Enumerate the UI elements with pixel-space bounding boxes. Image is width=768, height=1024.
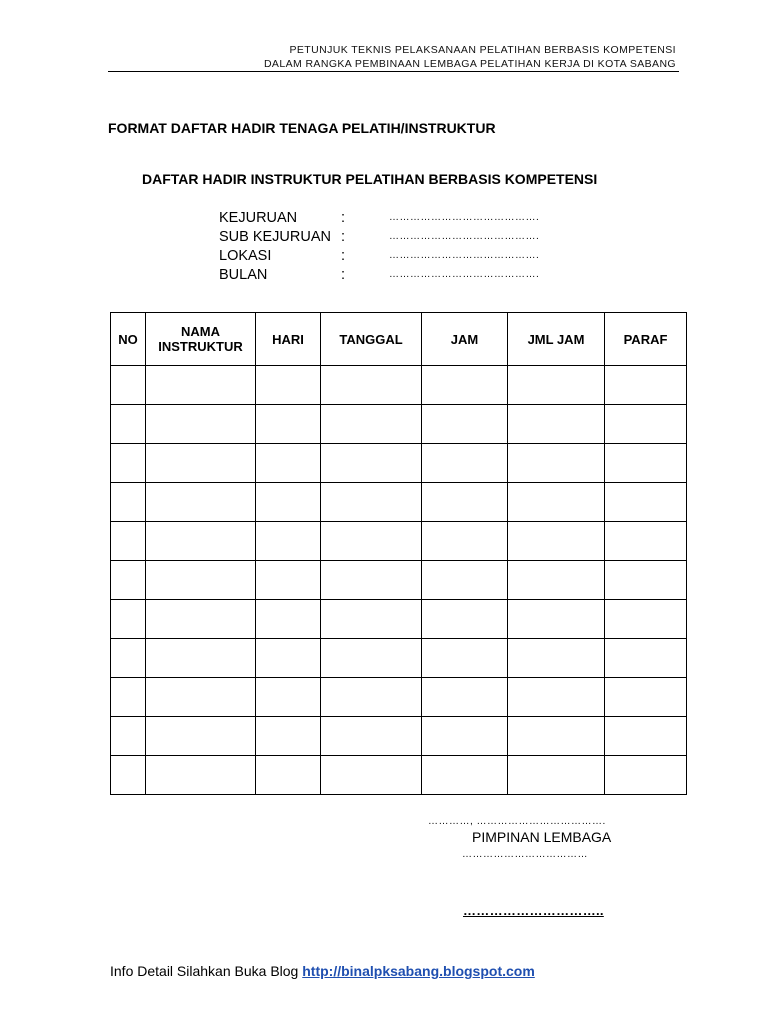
table-cell[interactable] <box>321 600 422 639</box>
table-cell[interactable] <box>422 678 508 717</box>
table-cell[interactable] <box>508 444 605 483</box>
table-cell[interactable] <box>508 717 605 756</box>
field-colon: : <box>341 267 346 283</box>
table-cell[interactable] <box>146 717 256 756</box>
table-cell[interactable] <box>111 639 146 678</box>
table-cell[interactable] <box>256 444 321 483</box>
table-cell[interactable] <box>146 639 256 678</box>
table-cell[interactable] <box>508 405 605 444</box>
column-header-no: NO <box>111 313 146 366</box>
table-row <box>111 522 687 561</box>
signature-sub-line: ……………………………… <box>462 849 588 860</box>
table-cell[interactable] <box>422 561 508 600</box>
table-cell[interactable] <box>605 600 687 639</box>
table-cell[interactable] <box>146 756 256 795</box>
table-cell[interactable] <box>146 444 256 483</box>
table-cell[interactable] <box>111 717 146 756</box>
table-cell[interactable] <box>605 444 687 483</box>
column-header-hari: HARI <box>256 313 321 366</box>
table-cell[interactable] <box>321 366 422 405</box>
table-cell[interactable] <box>146 405 256 444</box>
table-cell[interactable] <box>422 366 508 405</box>
table-cell[interactable] <box>256 522 321 561</box>
signature-name-line: ………………………….. <box>463 903 604 918</box>
table-cell[interactable] <box>422 444 508 483</box>
table-row <box>111 366 687 405</box>
table-cell[interactable] <box>605 639 687 678</box>
table-cell[interactable] <box>508 483 605 522</box>
header-line-1: PETUNJUK TEKNIS PELAKSANAAN PELATIHAN BERBASIS KOMPETENSI <box>289 44 676 56</box>
table-body <box>111 366 687 795</box>
table-cell[interactable] <box>422 405 508 444</box>
table-cell[interactable] <box>508 678 605 717</box>
field-colon: : <box>341 210 346 226</box>
table-row <box>111 678 687 717</box>
table-cell[interactable] <box>256 483 321 522</box>
table-cell[interactable] <box>508 756 605 795</box>
table-cell[interactable] <box>146 678 256 717</box>
table-cell[interactable] <box>605 717 687 756</box>
column-header-jml-jam: JML JAM <box>508 313 605 366</box>
table-cell[interactable] <box>321 405 422 444</box>
table-cell[interactable] <box>605 483 687 522</box>
table-row <box>111 717 687 756</box>
field-value: ……………………………………. <box>389 231 540 242</box>
table-cell[interactable] <box>321 561 422 600</box>
table-cell[interactable] <box>321 717 422 756</box>
table-cell[interactable] <box>321 522 422 561</box>
field-label: BULAN <box>219 267 268 283</box>
table-cell[interactable] <box>422 717 508 756</box>
table-cell[interactable] <box>256 600 321 639</box>
table-cell[interactable] <box>605 678 687 717</box>
table-cell[interactable] <box>508 600 605 639</box>
table-cell[interactable] <box>111 600 146 639</box>
field-colon: : <box>341 248 346 264</box>
table-cell[interactable] <box>256 678 321 717</box>
table-cell[interactable] <box>146 600 256 639</box>
table-cell[interactable] <box>146 522 256 561</box>
table-cell[interactable] <box>111 522 146 561</box>
table-cell[interactable] <box>111 483 146 522</box>
table-row <box>111 405 687 444</box>
field-label: KEJURUAN <box>219 210 298 226</box>
column-header-nama-instruktur: NAMA INSTRUKTUR <box>146 313 256 366</box>
table-cell[interactable] <box>508 522 605 561</box>
table-cell[interactable] <box>321 639 422 678</box>
table-cell[interactable] <box>256 405 321 444</box>
table-cell[interactable] <box>256 717 321 756</box>
column-header-jam: JAM <box>422 313 508 366</box>
table-row <box>111 483 687 522</box>
table-cell[interactable] <box>111 444 146 483</box>
table-cell[interactable] <box>321 756 422 795</box>
table-cell[interactable] <box>605 405 687 444</box>
table-cell[interactable] <box>146 483 256 522</box>
table-cell[interactable] <box>111 561 146 600</box>
field-colon: : <box>341 229 346 245</box>
table-cell[interactable] <box>605 366 687 405</box>
table-cell[interactable] <box>256 366 321 405</box>
table-cell[interactable] <box>111 678 146 717</box>
footer-text: Info Detail Silahkan Buka Blog <box>110 963 303 979</box>
field-value: ……………………………………. <box>389 269 540 280</box>
table-cell[interactable] <box>321 483 422 522</box>
table-row <box>111 561 687 600</box>
document-title: DAFTAR HADIR INSTRUKTUR PELATIHAN BERBASIS KOMPETENSI <box>142 171 598 187</box>
table-cell[interactable] <box>256 561 321 600</box>
field-label: SUB KEJURUAN <box>219 229 331 245</box>
table-cell[interactable] <box>111 756 146 795</box>
header-divider <box>108 71 679 72</box>
table-row <box>111 756 687 795</box>
table-cell[interactable] <box>422 483 508 522</box>
table-cell[interactable] <box>422 522 508 561</box>
table-cell[interactable] <box>111 366 146 405</box>
table-cell[interactable] <box>146 561 256 600</box>
table-cell[interactable] <box>605 756 687 795</box>
blog-link[interactable]: http://binalpksabang.blogspot.com <box>302 963 535 979</box>
table-header-row <box>111 313 687 366</box>
table-cell[interactable] <box>422 600 508 639</box>
signature-title: PIMPINAN LEMBAGA <box>472 829 612 845</box>
field-value: ……………………………………. <box>389 250 540 261</box>
table-cell[interactable] <box>321 678 422 717</box>
table-cell[interactable] <box>605 522 687 561</box>
table-cell[interactable] <box>422 756 508 795</box>
table-cell[interactable] <box>256 639 321 678</box>
table-row <box>111 639 687 678</box>
table-cell[interactable] <box>508 561 605 600</box>
table-cell[interactable] <box>422 639 508 678</box>
attendance-table <box>110 312 687 795</box>
column-header-paraf: PARAF <box>605 313 687 366</box>
table-cell[interactable] <box>508 366 605 405</box>
format-title: FORMAT DAFTAR HADIR TENAGA PELATIH/INSTRUKTUR <box>108 120 496 136</box>
footer <box>110 963 535 979</box>
table-cell[interactable] <box>111 405 146 444</box>
signature-date-line: …………, ………………………………. <box>428 816 606 827</box>
field-value: ……………………………………. <box>389 212 540 223</box>
field-label: LOKASI <box>219 248 272 264</box>
table-row <box>111 444 687 483</box>
table-cell[interactable] <box>321 444 422 483</box>
column-header-tanggal: TANGGAL <box>321 313 422 366</box>
table-cell[interactable] <box>508 639 605 678</box>
table-row <box>111 600 687 639</box>
table-cell[interactable] <box>256 756 321 795</box>
header-line-2: DALAM RANGKA PEMBINAAN LEMBAGA PELATIHAN KERJA DI KOTA SABANG <box>263 58 676 70</box>
table-cell[interactable] <box>605 561 687 600</box>
table-cell[interactable] <box>146 366 256 405</box>
